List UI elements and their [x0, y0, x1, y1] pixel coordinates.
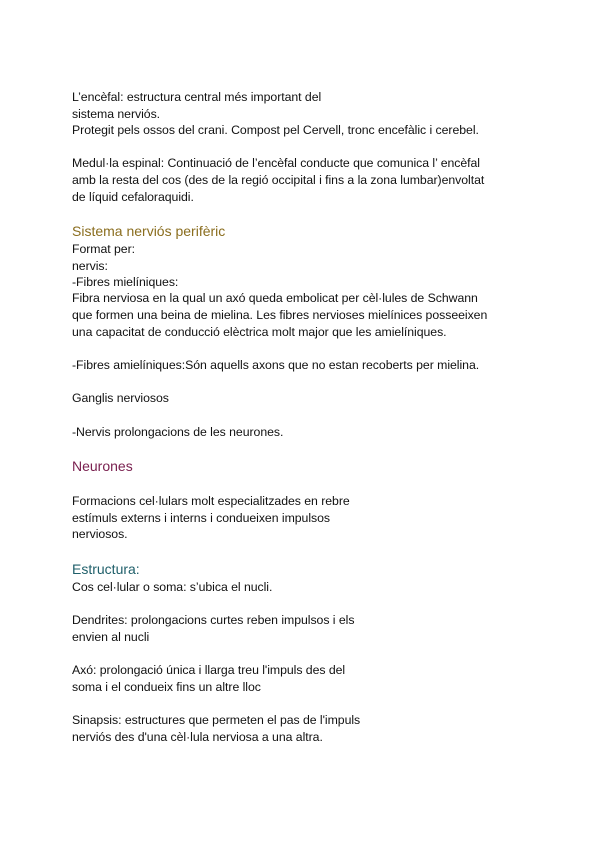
- snp-nervis: nervis:: [72, 259, 108, 273]
- medula-line-2: amb la resta del cos (des de la regió occipital i fins a la zona lumbar)envoltat: [72, 173, 485, 187]
- snp-ganglis: Ganglis nerviosos: [72, 391, 169, 405]
- encefal-line-1: L’encèfal: estructura central més important del: [72, 90, 322, 104]
- snp-fibra-line-3: una capacitat de conducció elèctrica molt major que les amielíniques.: [72, 325, 447, 339]
- snp-fibres-amieliniques: -Fibres amielíniques:Són aquells axons que no estan recoberts per mielina.: [72, 358, 480, 372]
- medula-line-3: de líquid cefaloraquidi.: [72, 190, 194, 204]
- snp-fibra-line-2: que formen una beina de mielina. Les fibres nervioses mielínices posseeixen: [72, 308, 488, 322]
- heading-estructura: Estructura:: [72, 561, 140, 577]
- medula-line-1: Medul·la espinal: Continuació de l’encèfal conducte que comunica l’ encèfal: [72, 156, 480, 170]
- estructura-dendrites-line-1: Dendrites: prolongacions curtes reben impulsos i els: [72, 613, 355, 627]
- neurones-line-1: Formacions cel·lulars molt especialitzades en rebre: [72, 494, 350, 508]
- snp-fibra-line-1: Fibra nerviosa en la qual un axó queda embolicat per cèl·lules de Schwann: [72, 291, 478, 305]
- neurones-line-3: nerviosos.: [72, 527, 128, 541]
- estructura-soma: Cos cel·lular o soma: s’ubica el nucli.: [72, 580, 273, 594]
- snp-format: Format per:: [72, 242, 136, 256]
- heading-sistema-nervios-periferic: Sistema nerviós perifèric: [72, 223, 226, 239]
- encefal-line-2: sistema nerviós.: [72, 107, 161, 121]
- estructura-axo-line-1: Axó: prolongació única i llarga treu l'impuls des del: [72, 663, 346, 677]
- snp-nervis-prolongacions: -Nervis prolongacions de les neurones.: [72, 425, 284, 439]
- estructura-sinapsis-line-1: Sinapsis: estructures que permeten el pas de l'impuls: [72, 713, 361, 727]
- estructura-axo-line-2: soma i el condueix fins un altre lloc: [72, 680, 261, 694]
- snp-fibres-mieliniques: -Fibres mielíniques:: [72, 275, 179, 289]
- neurones-line-2: estímuls externs i interns i condueixen impulsos: [72, 511, 331, 525]
- estructura-dendrites-line-2: envien al nucli: [72, 630, 150, 644]
- encefal-line-3: Protegit pels ossos del crani. Compost pel Cervell, tronc encefàlic i cerebel.: [72, 123, 479, 137]
- estructura-sinapsis-line-2: nerviós des d'una cèl·lula nerviosa a una altra.: [72, 730, 323, 744]
- heading-neurones: Neurones: [72, 458, 133, 474]
